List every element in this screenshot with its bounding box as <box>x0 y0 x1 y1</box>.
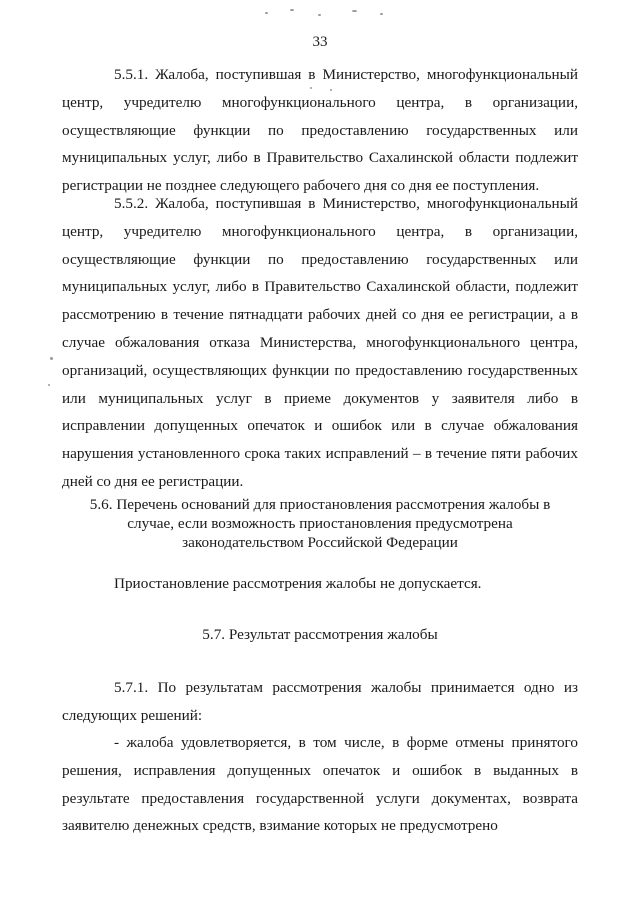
section-5-7-heading: 5.7. Результат рассмотрения жалобы <box>202 626 438 643</box>
paragraph-5-5-2: 5.5.2. Жалоба, поступившая в Министерство, многофункциональный центр, учредителю многофункционального центра, в организации, осуществляющие функции по предоставлению государственных или муниципальных услуг, либо в Правительство Сахалинской области, подлежит рассмотрению в течение пятнадцати рабочих дней со дня ее регистрации, а в случае обжалования отказа Министерства, многофункционального центра, организаций, осуществляющих функции по предоставлению государственных или муниципальных услуг в приеме документов у заявителя либо в исправлении допущенных опечаток и ошибок или в случае обжалования нарушения установленного срока таких исправлений – в течение пяти рабочих дней со дня ее регистрации. <box>62 195 578 490</box>
paragraph-5-5-1: 5.5.1. Жалоба, поступившая в Министерство, многофункциональный центр, учредителю многофункционального центра, в организации, осуществляющие функции по предоставлению государственных или муниципальных услуг, либо в Правительство Сахалинской области подлежит регистрации не позднее следующего рабочего дня со дня ее поступления. <box>62 66 578 195</box>
scan-speck <box>290 9 294 11</box>
section-5-6-heading-line-3: законодательством Российской Федерации <box>182 534 458 551</box>
scan-speck <box>352 10 357 12</box>
section-5-6-heading-line-1: 5.6. Перечень оснований для приостановления рассмотрения жалобы в <box>89 496 551 513</box>
list-item-decision-1: - жалоба удовлетворяется, в том числе, в форме отмены принятого решения, исправления допущенных опечаток и ошибок в выданных в результате предоставления государственной услуги документах, возврата заявителю денежных средств, взимание которых не предусмотрено <box>62 734 578 835</box>
scan-speck <box>265 12 268 14</box>
section-5-6-heading <box>62 495 578 552</box>
section-5-6-body: Приостановление рассмотрения жалобы не допускается. <box>114 575 482 592</box>
scan-speck <box>50 357 53 360</box>
scan-speck <box>380 13 383 15</box>
section-5-6-heading-line-2: случае, если возможность приостановления предусмотрена <box>127 515 513 532</box>
scan-speck <box>48 384 50 386</box>
paragraph-5-7-1: 5.7.1. По результатам рассмотрения жалобы принимается одно из следующих решений: <box>62 679 578 724</box>
scan-speck <box>318 14 321 16</box>
page-number: 33 <box>312 34 328 50</box>
